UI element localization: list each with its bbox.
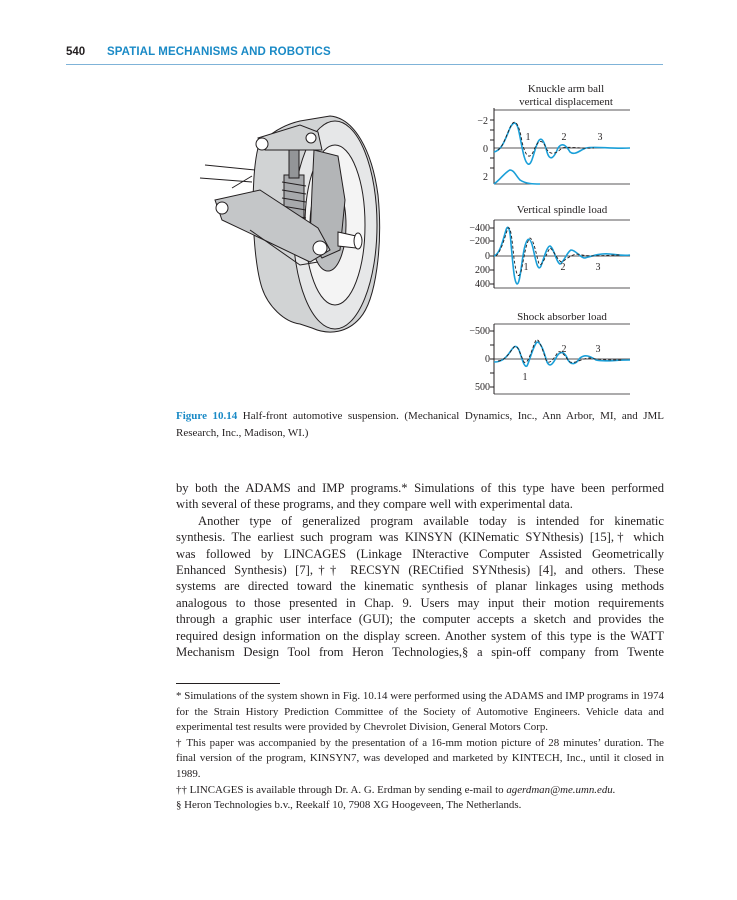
body-line: analogous to those presented in Chap. 9. Users may input their motion requirements bbox=[176, 595, 664, 610]
panel1-marker-3: 3 bbox=[597, 132, 603, 143]
panel3-marker-2: 2 bbox=[561, 344, 567, 355]
body-line: was followed by LINCAGES (Linkage INteractive Computer Assisted Geometrically bbox=[176, 546, 664, 561]
panel2-tick-400: 400 bbox=[475, 279, 490, 290]
footnote-double-dagger-text: †† LINCAGES is available through Dr. A. G. Erdman by sending e-mail to bbox=[176, 783, 504, 796]
panel3-marker-3: 3 bbox=[595, 344, 601, 355]
panel1-tick-0: 0 bbox=[483, 144, 488, 155]
panel2-trace-dashed bbox=[496, 228, 620, 276]
panel-knuckle-displacement bbox=[477, 83, 630, 184]
page-number: 540 bbox=[66, 46, 86, 58]
body-line: by both the ADAMS and IMP programs.* Simulations of this type have been performed bbox=[176, 481, 664, 495]
panel2-title: Vertical spindle load bbox=[516, 204, 608, 216]
figure-label: Figure 10.14 bbox=[176, 410, 238, 422]
panel2-marker-3: 3 bbox=[595, 262, 601, 273]
body-line: systems are directed toward the kinematic synthesis of planar linkages using methods bbox=[176, 579, 664, 594]
footnotes bbox=[176, 689, 664, 814]
footnote-section: § Heron Technologies b.v., Reekalf 10, 7908 XG Hoogeveen, The Netherlands. bbox=[176, 799, 522, 812]
figure-caption bbox=[176, 408, 664, 442]
panel1-tick-neg2: −2 bbox=[477, 116, 488, 127]
body-line: synthesis. The earliest such program was KINSYN (KINematic SYNthesis) [15],† which bbox=[176, 530, 664, 545]
panel3-tick-500: 500 bbox=[475, 382, 490, 393]
footnote-rule bbox=[176, 683, 280, 684]
panel-shock-load bbox=[469, 311, 630, 394]
panel2-tick-0: 0 bbox=[485, 251, 490, 262]
panel1-marker-1: 1 bbox=[525, 132, 531, 143]
panel1-tick-2: 2 bbox=[483, 172, 488, 183]
footnote-double-dagger bbox=[176, 783, 664, 799]
suspension-illustration bbox=[200, 116, 380, 332]
panel3-title: Shock absorber load bbox=[517, 311, 607, 323]
panel3-marker-1: 1 bbox=[522, 372, 528, 383]
footnote-dagger: † This paper was accompanied by the presentation of a 16-mm motion picture of 28 minutes’ duration. The final version of the program, KINSYN7, was developed and marketed by KINTECH, Inc., until it closed in 1989. bbox=[176, 736, 664, 780]
panel1-trace-main bbox=[494, 123, 630, 164]
figure-10-14 bbox=[0, 0, 737, 410]
body-line: required design information on the display screen. Another system of this type is the WATT bbox=[176, 628, 664, 643]
running-title: SPATIAL MECHANISMS AND ROBOTICS bbox=[107, 46, 331, 58]
panel2-tick-200: 200 bbox=[475, 265, 490, 276]
body-text bbox=[176, 480, 664, 660]
panel1-title-line2: vertical displacement bbox=[519, 96, 613, 108]
panel2-marker-2: 2 bbox=[560, 262, 566, 273]
panel2-tick-neg200: −200 bbox=[469, 236, 490, 247]
panel3-tick-0: 0 bbox=[485, 354, 490, 365]
body-line: Enhanced Synthesis) [7],†† RECSYN (RECtified SYNthesis) [4], and others. These bbox=[176, 563, 664, 578]
panel-spindle-load bbox=[469, 204, 630, 290]
body-line: through a graphic user interface (GUI); the computer accepts a sketch and provides the bbox=[176, 612, 664, 627]
panel2-tick-neg400: −400 bbox=[469, 223, 490, 234]
body-line: Another type of generalized program available today is intended for kinematic bbox=[198, 513, 664, 528]
panel1-title-line1: Knuckle arm ball bbox=[527, 83, 605, 95]
panel1-trace-lower bbox=[494, 170, 540, 184]
figure-caption-text: Half-front automotive suspension. (Mechanical Dynamics, Inc., Ann Arbor, MI, and JML Research, Inc., Madison, WI.) bbox=[176, 410, 664, 439]
panel3-tick-neg500: −500 bbox=[469, 326, 490, 337]
footnote-star: * Simulations of the system shown in Fig. 10.14 were performed using the ADAMS and IMP programs in 1974 for the Strain History Prediction Committee of the Society of Automotive Engineers. Vehicle data and experimental test results were provided by Chevrolet Division, General Motors Corp. bbox=[176, 690, 664, 734]
email-link[interactable]: agerdman@me.umn.edu. bbox=[506, 783, 616, 796]
panel2-marker-1: 1 bbox=[523, 262, 529, 273]
body-line: Mechanism Design Tool from Heron Technologies,§ a spin-off company from Twente bbox=[176, 645, 664, 660]
body-line: with several of these programs, and they compare well with experimental data. bbox=[176, 497, 573, 512]
panel1-marker-2: 2 bbox=[561, 132, 567, 143]
